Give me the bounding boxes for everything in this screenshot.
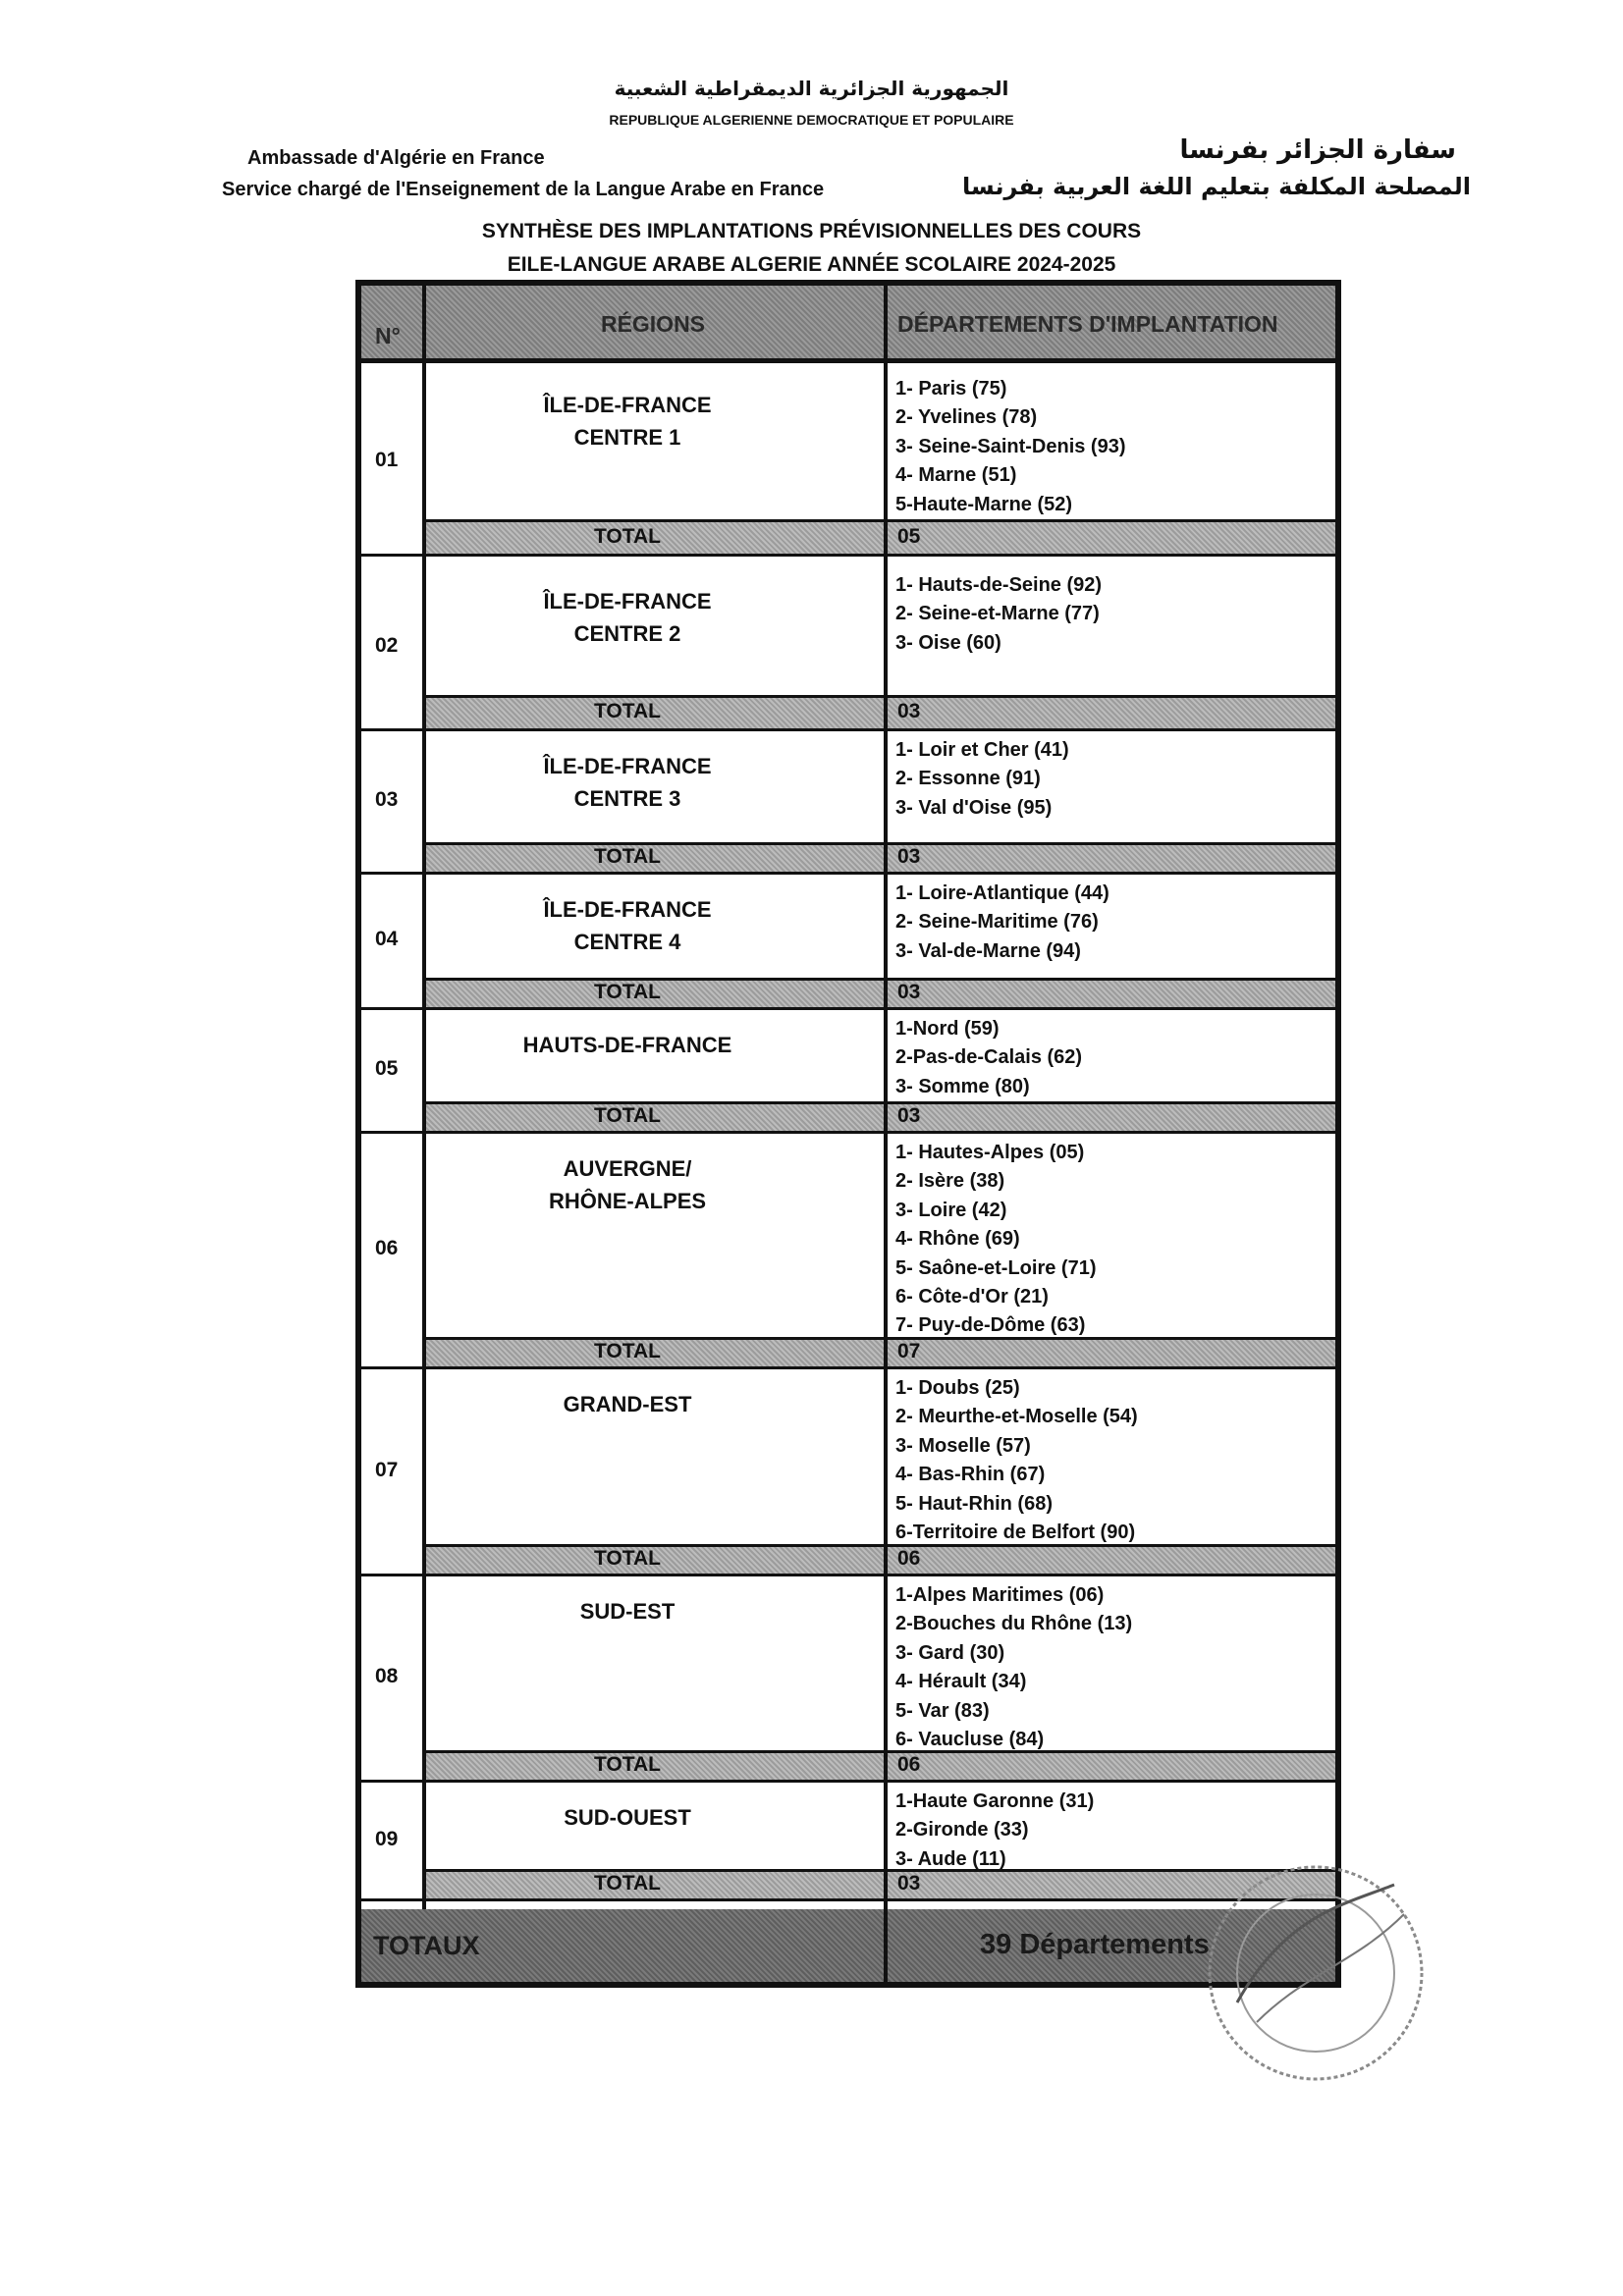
departement-item: 3- Val-de-Marne (94) (895, 939, 1081, 962)
departement-item: 3- Val d'Oise (95) (895, 796, 1053, 819)
region-name: CENTRE 4 (573, 930, 681, 954)
region-name: ÎLE-DE-FRANCE (543, 897, 712, 922)
document-title-line2: EILE-LANGUE ARABE ALGERIE ANNÉE SCOLAIRE 2024-2025 (507, 253, 1116, 276)
departement-item: 3- Aude (11) (895, 1847, 1006, 1870)
total-label: TOTAL (593, 981, 662, 1003)
region-name: CENTRE 1 (573, 425, 681, 450)
total-value: 03 (897, 1104, 921, 1127)
departement-item: 3- Somme (80) (895, 1075, 1030, 1097)
total-label: TOTAL (593, 1547, 662, 1570)
document-title-line1: SYNTHÈSE DES IMPLANTATIONS PRÉVISIONNELLES DES COURS (481, 220, 1142, 242)
departement-item: 3- Oise (60) (895, 631, 1001, 654)
region-name: CENTRE 3 (573, 786, 681, 811)
departement-item: 6- Côte-d'Or (21) (895, 1286, 1049, 1308)
divider (361, 1131, 1335, 1134)
departement-item: 1-Nord (59) (895, 1018, 1000, 1040)
divider (361, 1007, 1335, 1010)
total-label: TOTAL (593, 1753, 662, 1776)
total-label: TOTAL (593, 1104, 662, 1127)
total-value: 06 (897, 1547, 921, 1570)
total-value: 03 (897, 981, 921, 1003)
row-number: 03 (375, 788, 399, 811)
departement-item: 1- Loir et Cher (41) (895, 739, 1069, 761)
total-value: 03 (897, 1872, 921, 1895)
embassy-name-ar: سفارة الجزائر بفرنسا (1179, 135, 1456, 165)
divider (361, 358, 1335, 363)
departement-item: 2- Seine-Maritime (76) (895, 911, 1099, 934)
header-regions: RÉGIONS (600, 311, 706, 337)
departement-item: 2-Gironde (33) (895, 1819, 1029, 1842)
implantations-table (355, 280, 1341, 1988)
departement-item: 1-Haute Garonne (31) (895, 1790, 1095, 1812)
divider (422, 519, 1335, 522)
departement-item: 2-Pas-de-Calais (62) (895, 1046, 1083, 1069)
divider (361, 1574, 1335, 1576)
totaux-label: TOTAUX (373, 1931, 480, 1960)
departement-item: 2- Isère (38) (895, 1170, 1005, 1193)
divider (361, 728, 1335, 731)
region-name: CENTRE 2 (573, 621, 681, 646)
departement-item: 4- Bas-Rhin (67) (895, 1464, 1046, 1486)
row-number: 04 (375, 928, 399, 950)
service-name-fr: Service chargé de l'Enseignement de la Langue Arabe en France (222, 179, 825, 200)
departement-item: 5- Haut-Rhin (68) (895, 1492, 1053, 1515)
row-number: 02 (375, 634, 399, 657)
total-value: 07 (897, 1340, 921, 1362)
departement-item: 4- Marne (51) (895, 464, 1017, 487)
region-name: GRAND-EST (563, 1392, 692, 1416)
divider (422, 286, 426, 1909)
row-number: 01 (375, 449, 399, 471)
region-name: HAUTS-DE-FRANCE (522, 1033, 732, 1057)
region-name: AUVERGNE/ (563, 1156, 692, 1181)
departement-item: 4- Hérault (34) (895, 1671, 1027, 1693)
row-number: 08 (375, 1665, 399, 1687)
region-name: ÎLE-DE-FRANCE (543, 754, 712, 778)
row-number: 07 (375, 1458, 399, 1481)
header-departements: DÉPARTEMENTS D'IMPLANTATION (897, 311, 1278, 337)
total-value: 03 (897, 845, 921, 868)
departement-item: 3- Gard (30) (895, 1641, 1005, 1664)
header-num: N° (375, 323, 401, 348)
total-value: 03 (897, 700, 921, 722)
arabic-republic-title: الجمهورية الجزائرية الديمقراطية الشعبية (614, 77, 1009, 100)
departement-item: 6-Territoire de Belfort (90) (895, 1522, 1136, 1543)
official-stamp-icon (1198, 1855, 1434, 2091)
total-value: 06 (897, 1753, 921, 1776)
departement-item: 2-Bouches du Rhône (13) (895, 1613, 1133, 1635)
totaux-value: 39 Départements (980, 1929, 1210, 1960)
row-number: 09 (375, 1827, 399, 1850)
departement-item: 1- Hauts-de-Seine (92) (895, 574, 1103, 596)
departement-item: 2- Yvelines (78) (895, 406, 1038, 429)
departement-item: 5- Var (83) (895, 1699, 990, 1722)
departement-item: 2- Seine-et-Marne (77) (895, 603, 1100, 625)
row-number: 06 (375, 1237, 399, 1259)
divider (361, 1366, 1335, 1369)
departement-item: 3- Loire (42) (895, 1199, 1007, 1221)
divider (422, 695, 1335, 698)
divider (884, 286, 888, 1909)
divider (361, 1898, 1335, 1901)
total-value: 05 (897, 524, 921, 548)
total-label: TOTAL (593, 1340, 662, 1362)
region-name: ÎLE-DE-FRANCE (543, 393, 712, 417)
departement-item: 7- Puy-de-Dôme (63) (895, 1314, 1086, 1337)
divider (361, 872, 1335, 875)
departement-item: 1- Paris (75) (895, 378, 1007, 400)
row-number: 05 (375, 1057, 399, 1080)
region-name: SUD-EST (579, 1599, 676, 1624)
departement-item: 1-Alpes Maritimes (06) (895, 1584, 1105, 1606)
region-name: RHÔNE-ALPES (548, 1189, 707, 1213)
departement-item: 2- Essonne (91) (895, 768, 1041, 790)
total-label: TOTAL (593, 524, 662, 548)
departement-item: 5- Saône-et-Loire (71) (895, 1256, 1097, 1279)
departement-item: 1- Hautes-Alpes (05) (895, 1142, 1085, 1163)
departement-item: 2- Meurthe-et-Moselle (54) (895, 1406, 1138, 1428)
departement-item: 3- Moselle (57) (895, 1434, 1031, 1457)
departement-item: 3- Seine-Saint-Denis (93) (895, 435, 1126, 457)
departement-item: 4- Rhône (69) (895, 1228, 1020, 1251)
divider (361, 554, 1335, 557)
total-label: TOTAL (593, 845, 662, 868)
departement-item: 1- Doubs (25) (895, 1377, 1020, 1399)
region-name: SUD-OUEST (564, 1805, 691, 1830)
departement-item: 5-Haute-Marne (52) (895, 493, 1073, 515)
divider (884, 1909, 888, 1982)
region-name: ÎLE-DE-FRANCE (543, 589, 712, 614)
divider (361, 1780, 1335, 1783)
total-label: TOTAL (593, 700, 662, 722)
service-name-ar: المصلحة المكلفة بتعليم اللغة العربية بفرنسا (962, 173, 1471, 200)
french-republic-title: REPUBLIQUE ALGERIENNE DEMOCRATIQUE ET POPULAIRE (609, 112, 1014, 128)
departement-item: 6- Vaucluse (84) (895, 1729, 1045, 1750)
embassy-name-fr: Ambassade d'Algérie en France (247, 147, 545, 169)
departement-item: 1- Loire-Atlantique (44) (895, 882, 1109, 904)
total-label: TOTAL (593, 1872, 662, 1895)
